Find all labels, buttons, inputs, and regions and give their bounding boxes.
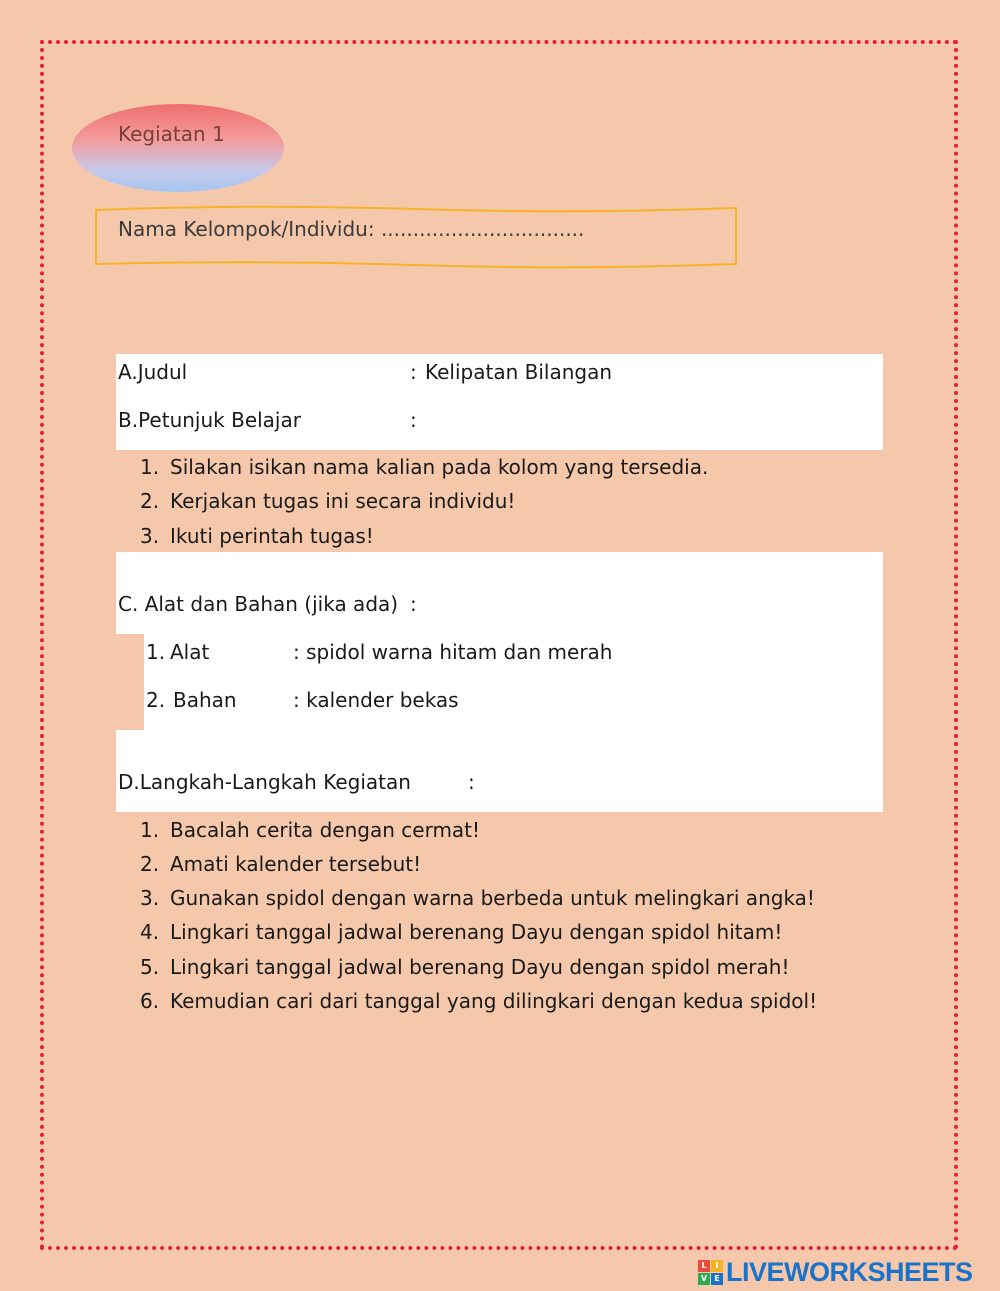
section-a-label: A.Judul — [118, 360, 188, 384]
section-c-label: C. Alat dan Bahan (jika ada) — [118, 592, 399, 616]
step-item: Kemudian cari dari tanggal yang dilingkari dengan kedua spidol! — [170, 989, 818, 1013]
logo-text: LIVEWORKSHEETS — [726, 1256, 973, 1287]
list-item: Kerjakan tugas ini secara individu! — [170, 489, 516, 513]
list-item-number: 2. — [140, 489, 160, 513]
step-item: Bacalah cerita dengan cermat! — [170, 818, 481, 842]
section-b-colon: : — [410, 408, 417, 432]
material-item-value: : kalender bekas — [293, 688, 459, 712]
step-item: Amati kalender tersebut! — [170, 852, 422, 876]
logo-blocks-icon: L I V E — [698, 1260, 723, 1285]
section-d-label: D.Langkah-Langkah Kegiatan — [118, 770, 411, 794]
section-a-value: Kelipatan Bilangan — [425, 360, 613, 384]
list-item-number: 1. — [140, 455, 160, 479]
list-item: Silakan isikan nama kalian pada kolom yang tersedia. — [170, 455, 709, 479]
activity-badge-label: Kegiatan 1 — [118, 122, 225, 146]
liveworksheets-logo[interactable] — [698, 1258, 973, 1286]
tool-item-name: Alat — [170, 640, 210, 664]
step-number: 4. — [140, 920, 160, 944]
step-item: Lingkari tanggal jadwal berenang Dayu dengan spidol hitam! — [170, 920, 783, 944]
section-d-colon: : — [468, 770, 475, 794]
name-field-input[interactable]: Nama Kelompok/Individu: ................................ — [118, 217, 585, 241]
step-number: 3. — [140, 886, 160, 910]
section-a-colon: : — [410, 360, 417, 384]
step-number: 2. — [140, 852, 160, 876]
tool-item-value: : spidol warna hitam dan merah — [293, 640, 613, 664]
section-c-colon: : — [410, 592, 417, 616]
step-item: Lingkari tanggal jadwal berenang Dayu dengan spidol merah! — [170, 955, 790, 979]
tool-item-number: 1. — [146, 640, 166, 664]
activity-badge — [72, 104, 284, 192]
list-item: Ikuti perintah tugas! — [170, 524, 374, 548]
material-item-number: 2. — [146, 688, 166, 712]
section-b-label: B.Petunjuk Belajar — [118, 408, 301, 432]
step-number: 5. — [140, 955, 160, 979]
step-number: 1. — [140, 818, 160, 842]
step-number: 6. — [140, 989, 160, 1013]
list-item-number: 3. — [140, 524, 160, 548]
step-item: Gunakan spidol dengan warna berbeda untuk melingkari angka! — [170, 886, 815, 910]
material-item-name: Bahan — [173, 688, 237, 712]
